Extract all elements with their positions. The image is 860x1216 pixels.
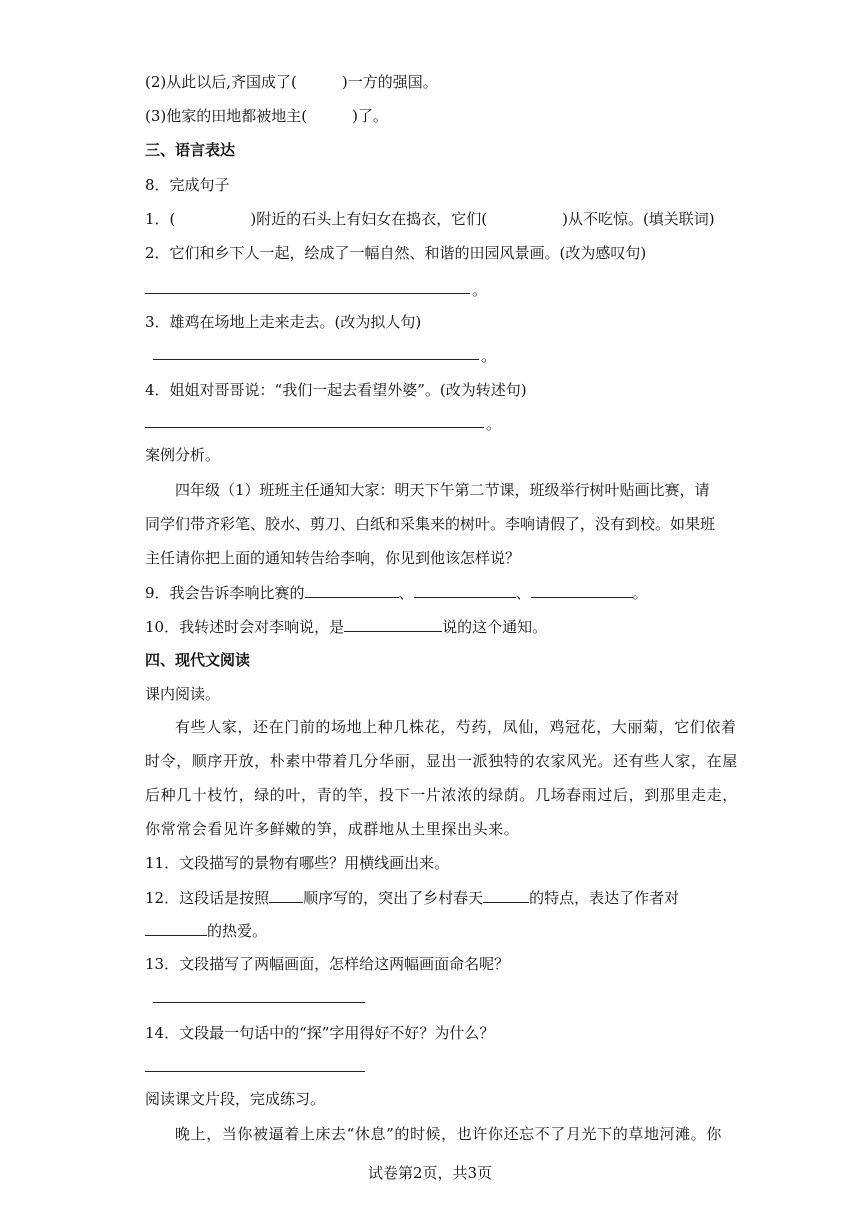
question-10 (145, 616, 547, 637)
case-paragraph-line-2: 同学们带齐彩笔、胶水、剪刀、白纸和采集来的树叶。李响请假了，没有到校。如果班 (145, 515, 716, 533)
passage-line-3: 后种几十枝竹，绿的叶，青的竿，投下一片浓浓的绿荫。几场春雨过后，到那里走走， (145, 786, 738, 804)
question-9 (145, 582, 648, 603)
question-8-title: 8．完成句子 (145, 176, 230, 194)
passage-line-4: 你常常会看见许多鲜嫩的笋，成群地从土里探出头来。 (145, 820, 520, 838)
case-analysis-label: 案例分析。 (145, 446, 221, 464)
question-12-blank-2[interactable] (483, 887, 529, 903)
page-footer: 试卷第2页，共3页 (367, 1164, 493, 1182)
question-10-text: 10．我转述时会对李响说，是 (145, 618, 345, 636)
question-12-blank-3[interactable] (145, 920, 207, 936)
case-paragraph-line-1: 四年级（1）班班主任通知大家：明天下午第二节课，班级举行树叶贴画比赛，请 (175, 481, 710, 499)
sentence-4: 4．姐姐对哥哥说：“我们一起去看望外婆”。(改为转述句) (145, 381, 527, 399)
question-14: 14．文段最一句话中的“探”字用得好不好？为什么？ (145, 1024, 495, 1042)
answer-line-4[interactable] (145, 427, 484, 428)
in-class-reading-label: 课内阅读。 (145, 685, 221, 703)
question-12-text-2: 顺序写的，突出了乡村春天 (303, 889, 484, 907)
sentence-2: 2．它们和乡下人一起，绘成了一幅自然、和谐的田园风景画。(改为感叹句) (145, 244, 647, 262)
section-3-heading: 三、语言表达 (145, 141, 236, 159)
answer-period-3: 。 (481, 347, 497, 365)
question-12-line-1 (145, 887, 679, 908)
question-12-blank-1[interactable] (269, 887, 303, 903)
sentence-1: 1．( )附近的石头上有妇女在捣衣，它们( )从不吃惊。(填关联词) (145, 210, 715, 228)
question-7-3: (3)他家的田地都被地主( )了。 (145, 107, 388, 125)
question-10-tail: 说的这个通知。 (442, 618, 548, 636)
question-9-blank-3[interactable] (531, 582, 633, 598)
answer-line-2[interactable] (145, 293, 470, 294)
question-9-blank-2[interactable] (414, 582, 516, 598)
question-10-blank[interactable] (344, 616, 442, 632)
question-12-text-3: 的特点，表达了作者对 (529, 889, 680, 907)
question-13: 13．文段描写了两幅画面，怎样给这两幅画面命名呢？ (145, 955, 510, 973)
section-4-heading: 四、现代文阅读 (145, 651, 251, 669)
passage-line-1: 有些人家，还在门前的场地上种几株花，芍药，凤仙，鸡冠花，大丽菊，它们依着 (175, 718, 737, 736)
question-9-end: 。 (632, 584, 648, 602)
reading-excerpt-label: 阅读课文片段，完成练习。 (145, 1090, 326, 1108)
question-9-text: 9．我会告诉李响比赛的 (145, 584, 305, 602)
question-9-sep-1: 、 (398, 584, 414, 602)
question-12-line-2 (145, 920, 267, 941)
question-9-sep-2: 、 (515, 584, 531, 602)
sentence-3: 3．雄鸡在场地上走来走去。(改为拟人句) (145, 313, 422, 331)
question-7-2: (2)从此以后,齐国成了( )一方的强国。 (145, 73, 438, 91)
excerpt-line-1: 晚上，当你被逼着上床去“休息”的时候，也许你还忘不了月光下的草地河滩。你 (175, 1125, 722, 1143)
case-paragraph-line-3: 主任请你把上面的通知转告给李响，你见到他该怎样说？ (145, 549, 521, 567)
answer-line-3[interactable] (153, 359, 479, 360)
question-12-text-1: 12．这段话是按照 (145, 889, 270, 907)
answer-line-13[interactable] (153, 1002, 365, 1003)
question-12-text-4: 的热爱。 (207, 922, 268, 940)
passage-line-2: 时令，顺序开放，朴素中带着几分华丽，显出一派独特的农家风光。还有些人家，在屋 (145, 752, 738, 770)
answer-line-14[interactable] (145, 1071, 365, 1072)
question-9-blank-1[interactable] (305, 582, 399, 598)
question-11: 11．文段描写的景物有哪些？用横线画出来。 (145, 854, 450, 872)
answer-period-2: 。 (472, 281, 488, 299)
answer-period-4: 。 (486, 415, 502, 433)
